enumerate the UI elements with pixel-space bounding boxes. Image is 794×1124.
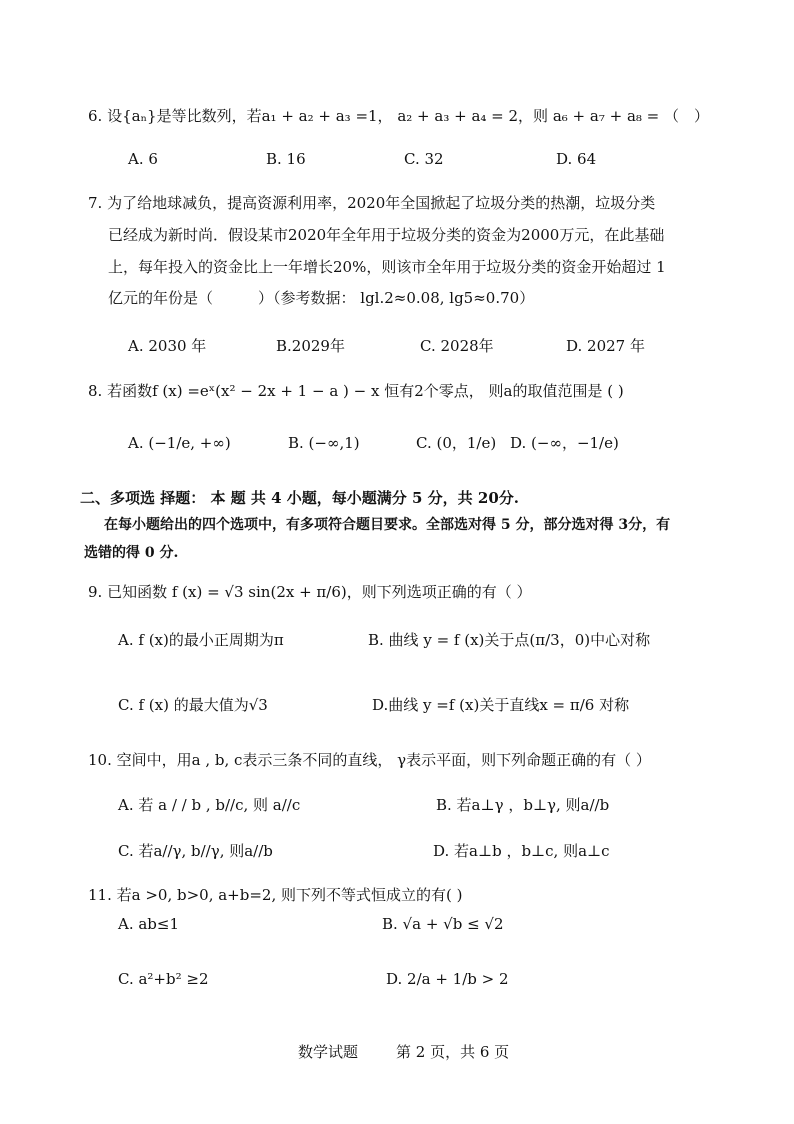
question-11-stem: 11. 若a >0, b>0, a+b=2, 则下列不等式恒成立的有( ): [88, 886, 463, 904]
question-6-stem: 6. 设{aₙ}是等比数列，若a₁ + a₂ + a₃ =1， a₂ + a₃ + a₄ = 2，则 a₆ + a₇ + a₈ = （ ）: [88, 107, 710, 125]
question-11-option-d: D. 2/a + 1/b > 2: [386, 970, 509, 988]
question-11-option-c: C. a²+b² ≥2: [118, 970, 209, 988]
question-6-option-b: B. 16: [266, 150, 306, 168]
question-6-option-c: C. 32: [404, 150, 444, 168]
section-2-note-line-1: 在每小题给出的四个选项中，有多项符合题目要求。全部选对得 5 分，部分选对得 3分，有: [104, 517, 671, 533]
question-6-option-a: A. 6: [128, 150, 158, 168]
question-11-option-a: A. ab≤1: [118, 915, 180, 933]
question-9-option-b: B. 曲线 y = f (x)关于点(π/3，0)中心对称: [368, 631, 651, 649]
footer-page-number: 第 2 页，共 6 页: [396, 1043, 510, 1061]
question-9-option-c: C. f (x) 的最大值为√3: [118, 696, 268, 714]
question-8-option-a: A. (−1/e, +∞): [128, 434, 231, 452]
question-9-option-a: A. f (x)的最小正周期为π: [118, 631, 284, 649]
question-10-option-c: C. 若a//γ, b//γ, 则a//b: [118, 842, 273, 860]
section-2-title: 二、多项选 择题： 本 题 共 4 小题，每小题满分 5 分，共 20分.: [80, 489, 519, 507]
question-7-line-2: 已经成为新时尚．假设某市2020年全年用于垃圾分类的资金为2000万元，在此基础: [108, 226, 665, 244]
question-8-option-d: D. (−∞，−1/e): [510, 434, 619, 452]
question-10-option-a: A. 若 a / / b , b//c, 则 a//c: [118, 796, 301, 814]
question-7-line-1: 7. 为了给地球减负，提高资源利用率，2020年全国掀起了垃圾分类的热潮，垃圾分类: [88, 194, 656, 212]
question-9-stem: 9. 已知函数 f (x) = √3 sin(2x + π/6)，则下列选项正确的有（ ）: [88, 583, 532, 601]
footer-subject: 数学试题: [298, 1043, 359, 1061]
question-10-option-d: D. 若a⊥b ，b⊥c, 则a⊥c: [433, 842, 610, 860]
question-7-option-d: D. 2027 年: [566, 337, 645, 355]
question-8-stem: 8. 若函数f (x) =eˣ(x² − 2x + 1 − a ) − x 恒有2个零点， 则a的取值范围是 ( ): [88, 382, 624, 400]
question-10-stem: 10. 空间中，用a , b, c表示三条不同的直线， γ表示平面，则下列命题正确的有（ ）: [88, 751, 651, 769]
question-7-option-b: B.2029年: [276, 337, 345, 355]
question-10-option-b: B. 若a⊥γ ，b⊥γ, 则a//b: [436, 796, 610, 814]
question-11-option-b: B. √a + √b ≤ √2: [382, 915, 504, 933]
question-9-option-d: D.曲线 y =f (x)关于直线x = π/6 对称: [372, 696, 630, 714]
question-7-line-4: 亿元的年份是（ ）（参考数据： lgl.2≈0.08, lg5≈0.70）: [108, 289, 535, 307]
question-7-option-c: C. 2028年: [420, 337, 494, 355]
question-6-option-d: D. 64: [556, 150, 597, 168]
question-7-option-a: A. 2030 年: [128, 337, 207, 355]
section-2-note-line-2: 选错的得 0 分.: [84, 545, 179, 561]
question-8-option-c: C. (0，1/e): [416, 434, 497, 452]
question-8-option-b: B. (−∞,1): [288, 434, 360, 452]
question-7-line-3: 上，每年投入的资金比上一年增长20%，则该市全年用于垃圾分类的资金开始超过 1: [108, 258, 666, 276]
